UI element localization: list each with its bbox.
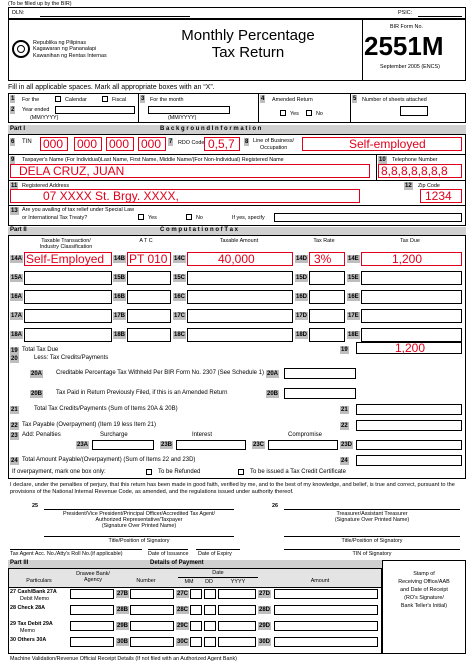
part1-label: Part I <box>10 126 26 132</box>
sig-25-num: 25 <box>32 503 38 509</box>
item-20a-box-num: 20A <box>267 371 279 377</box>
item-24-box-num: 24 <box>341 458 348 464</box>
tin-part-4-value: 000 <box>141 137 162 151</box>
line-business-field[interactable] <box>302 137 462 151</box>
address-label: Registered Address <box>22 183 70 189</box>
right-sig-line2: (Signature Over Printed Name) <box>334 517 410 523</box>
tin-part-2[interactable] <box>74 137 102 151</box>
item-2-num: 2 <box>11 107 15 113</box>
payment-particular-sub: Debit Memo <box>20 596 50 602</box>
amended-no-checkbox[interactable] <box>306 110 312 116</box>
payment-amount-field[interactable] <box>274 605 378 615</box>
payment-dd-field[interactable] <box>204 637 216 647</box>
relief-yes-checkbox[interactable] <box>138 214 144 220</box>
item-23c-num: 23C <box>253 442 265 448</box>
fiscal-label: Fiscal <box>112 97 127 103</box>
taxpayer-name-field[interactable] <box>10 164 370 178</box>
relief-specify-label: If yes, specify <box>232 215 265 221</box>
address-field[interactable] <box>10 189 360 203</box>
relief-question-2: or International Tax Treaty? <box>22 215 88 221</box>
col-taxable-tx-2: Industry Classification <box>39 244 93 250</box>
psic-field[interactable] <box>418 9 462 17</box>
telephone-label: Telephone Number <box>392 157 438 163</box>
payment-date-code: 29C <box>177 623 189 629</box>
refund-checkbox[interactable] <box>146 469 152 475</box>
item-19-num: 19 <box>11 348 18 354</box>
atc-code: 15B <box>114 275 126 281</box>
amended-no-label: No <box>316 111 323 117</box>
dln-label: DLN: <box>12 10 25 16</box>
due-code: 14E <box>348 256 359 262</box>
payment-amount-field[interactable] <box>274 589 378 599</box>
tax-rate-field[interactable] <box>309 252 345 266</box>
date-issuance-caption: Date of Issuance <box>148 551 189 557</box>
payment-number-code: 29B <box>117 623 129 629</box>
form-number: 2551M <box>364 31 444 61</box>
item-20a-field[interactable] <box>284 368 356 379</box>
item-22-num: 22 <box>11 423 18 429</box>
item-23-label: Add: Penalties <box>22 432 61 438</box>
rate-code: 16D <box>296 294 308 300</box>
line-business-value: Self-employed <box>349 137 426 151</box>
item-21-field[interactable] <box>356 404 462 415</box>
rdo-label: RDO Code <box>178 140 205 146</box>
payment-particular-sub: Memo <box>20 628 35 634</box>
tin-part-1[interactable] <box>40 137 68 151</box>
calendar-label: Calendar <box>65 97 87 103</box>
declaration-text: I declare, under the penalties of perjury, that this return has been made in good faith, verified by me, and to the best of my knowledge, and belief, is true and correct, pursuant to the provisions of the National Internal Revenue Code, as amended, and the regulations issued under authority thereof. <box>10 482 455 495</box>
tin-part-4[interactable] <box>138 137 166 151</box>
item-20b-label: Tax Paid in Return Previously Filed, if this is an Amended Return <box>56 390 228 396</box>
tax-due-value: 1,200 <box>392 252 423 266</box>
transaction-value: Self-Employed <box>26 252 105 266</box>
tax-row-code: 16A <box>11 294 23 300</box>
taxable-amount-field[interactable] <box>187 252 293 266</box>
payment-number-field[interactable] <box>130 637 174 647</box>
surcharge-field[interactable] <box>92 440 154 450</box>
for-the-month-format: (MM/YYYY) <box>168 115 197 121</box>
payment-dd-field[interactable] <box>204 605 216 615</box>
for-the-month-label: For the month <box>150 97 184 103</box>
footer-text: Machine Validation/Revenue Official Receipt Details (If not filed with an Authorized Agent Bank) <box>10 656 237 662</box>
payment-number-code: 28B <box>117 607 129 613</box>
col-taxable-tx-1: Taxable Transaction/ <box>41 238 91 244</box>
part1-title: B a c k g r o u n d I n f o r m a t i o n <box>160 126 262 132</box>
agency-line2: Kagawaran ng Pananalapi <box>33 46 97 53</box>
tax-rate-field[interactable] <box>309 271 345 285</box>
tax-due-field[interactable] <box>361 309 462 323</box>
payment-yyyy-field[interactable] <box>218 637 256 647</box>
amount-code: 14C <box>174 256 186 262</box>
tax-row-code: 17A <box>11 313 23 319</box>
item-23a-num: 23A <box>77 442 89 448</box>
item-9-num: 9 <box>11 157 15 163</box>
tin-signatory-caption: TIN of Signatory <box>352 551 392 557</box>
col-tax-rate: Tax Rate <box>313 238 335 244</box>
col-yyyy: YYYY <box>230 579 246 585</box>
zip-label: Zip Code <box>418 183 440 189</box>
payment-number-field[interactable] <box>130 605 174 615</box>
tin-part-2-value: 000 <box>77 137 98 151</box>
transaction-field[interactable] <box>24 290 112 304</box>
drawee-bank-field[interactable] <box>70 605 114 615</box>
amount-code: 17C <box>174 313 186 319</box>
date-expiry-caption: Date of Expiry <box>198 551 232 557</box>
part3-label: Part III <box>10 560 29 566</box>
rdo-field[interactable] <box>204 137 240 151</box>
rate-code: 17D <box>296 313 308 319</box>
item-22-field[interactable] <box>356 420 462 431</box>
part2-label: Part II <box>10 227 27 233</box>
item-20-label: Less: Tax Credits/Payments <box>34 355 109 361</box>
item-20b-num: 20B <box>31 391 43 397</box>
payment-date-code: 30C <box>177 639 189 645</box>
item-22-box-num: 22 <box>341 423 348 429</box>
tax-due-field[interactable] <box>361 252 462 266</box>
atc-field[interactable] <box>127 252 171 266</box>
payment-number-field[interactable] <box>130 589 174 599</box>
item-24-label: Total Amount Payable/(Overpayment) (Sum of Items 22 and 23D) <box>22 457 196 463</box>
item-22-label: Tax Payable (Overpayment) (Item 19 less Item 21) <box>22 422 157 428</box>
rate-code: 18D <box>296 332 308 338</box>
payment-date-code: 27C <box>177 591 189 597</box>
item-21-num: 21 <box>11 407 18 413</box>
item-20b-box-num: 20B <box>267 391 279 397</box>
item-11-num: 11 <box>11 183 18 189</box>
item-13-num: 13 <box>11 208 18 214</box>
col-tax-due: Tax Due <box>400 238 420 244</box>
stamp-line5: Bank Teller's Initial) <box>400 603 448 609</box>
payment-dd-field[interactable] <box>204 621 216 631</box>
tax-row-code: 14A <box>11 256 23 262</box>
part2-title: C o m p u t a t i o n o f T a x <box>160 227 238 233</box>
payment-yyyy-field[interactable] <box>218 589 256 599</box>
line-business-label-2: Occupation <box>260 145 288 151</box>
payment-particular: 27 Cash/Bank 27A <box>10 589 57 595</box>
payment-amount-field[interactable] <box>274 637 378 647</box>
tin-label: TIN <box>22 139 32 145</box>
item-1-num: 1 <box>11 96 15 102</box>
title-line1: Monthly Percentage <box>181 27 315 44</box>
right-signature-caption <box>284 511 460 523</box>
right-title-caption: Title/Position of Signatory <box>341 538 403 544</box>
sheets-label: Number of sheets attached <box>362 97 427 103</box>
stamp-line1: Stamp of <box>413 571 435 577</box>
atc-field[interactable] <box>127 328 171 342</box>
tcc-checkbox[interactable] <box>238 469 244 475</box>
due-code: 15E <box>348 275 359 281</box>
dln-field[interactable] <box>40 9 190 17</box>
tin-part-1-value: 000 <box>43 137 64 151</box>
item-23d-field[interactable] <box>356 440 462 450</box>
amended-label: Amended Return <box>272 97 313 103</box>
bir-seal-icon <box>12 40 30 58</box>
col-drawee-1: Drawee Bank/ <box>76 571 110 577</box>
surcharge-label: Surcharge <box>100 432 128 438</box>
tcc-label: To be issued a Tax Credit Certificate <box>250 469 346 475</box>
payment-particular: 28 Check 28A <box>10 605 46 611</box>
taxable-amount-field[interactable] <box>187 271 293 285</box>
fiscal-checkbox[interactable] <box>102 96 108 102</box>
for-the-label: For the <box>22 97 40 103</box>
line-business-label-1: Line of Business/ <box>253 138 295 144</box>
item-5-num: 5 <box>353 96 357 102</box>
form-version: September 2005 (ENCS) <box>380 64 440 70</box>
item-20a-label: Creditable Percentage Tax Withheld Per BIR Form No. 2307 (See Schedule 1) <box>56 370 264 376</box>
item-20-num: 20 <box>11 356 18 362</box>
payment-amount-code: 29D <box>259 623 271 629</box>
item-3-num: 3 <box>141 96 145 102</box>
item-4-num: 4 <box>261 96 265 102</box>
item-19-label: Total Tax Due <box>22 347 59 353</box>
tax-row-code: 18A <box>11 332 23 338</box>
item-23d-num: 23D <box>341 442 353 448</box>
payment-number-code: 27B <box>117 591 129 597</box>
payment-date-code: 28C <box>177 607 189 613</box>
year-ended-label: Year ended <box>22 107 50 113</box>
col-amount: Amount <box>310 578 330 584</box>
atc-code: 14B <box>114 256 126 262</box>
payment-number-code: 30B <box>117 639 129 645</box>
transaction-field[interactable] <box>24 328 112 342</box>
amended-yes-checkbox[interactable] <box>280 110 286 116</box>
amended-yes-label: Yes <box>290 111 299 117</box>
item-24-field[interactable] <box>356 455 462 466</box>
tax-due-field[interactable] <box>361 328 462 342</box>
payment-number-field[interactable] <box>130 621 174 631</box>
col-date: Date <box>212 570 224 576</box>
col-mm: MM <box>184 579 194 585</box>
item-7-num: 7 <box>169 139 173 145</box>
due-code: 18E <box>348 332 359 338</box>
relief-question-1: Are you availing of tax relief under Special Law <box>22 207 135 213</box>
drawee-bank-field[interactable] <box>70 637 114 647</box>
zip-field[interactable] <box>420 189 462 203</box>
telephone-field[interactable] <box>378 164 462 178</box>
interest-field[interactable] <box>176 440 246 450</box>
payment-mm-field[interactable] <box>190 589 202 599</box>
due-code: 17E <box>348 313 359 319</box>
col-particulars: Particulars <box>26 578 52 584</box>
col-atc: A T C <box>139 238 153 244</box>
item-10-num: 10 <box>379 157 386 163</box>
agency-line3: Kawanihan ng Rentas Internas <box>33 52 107 59</box>
atc-field[interactable] <box>127 290 171 304</box>
tax-rate-field[interactable] <box>309 290 345 304</box>
item-24-num: 24 <box>11 458 18 464</box>
payment-mm-field[interactable] <box>190 605 202 615</box>
payment-yyyy-field[interactable] <box>218 621 256 631</box>
item-21-box-num: 21 <box>341 407 348 413</box>
atc-code: 16B <box>114 294 126 300</box>
atc-code: 18B <box>114 332 126 338</box>
stamp-line3: and Date of Receipt <box>400 587 448 593</box>
stamp-line2: Receiving Office/AAB <box>398 579 450 585</box>
item-6-num: 6 <box>11 139 15 145</box>
taxpayer-name-value: DELA CRUZ, JUAN <box>19 164 125 178</box>
relief-no-checkbox[interactable] <box>186 214 192 220</box>
col-drawee-2: Agency <box>84 577 102 583</box>
left-sig-line2: Authorized Representative/Taxpayer <box>95 517 183 523</box>
drawee-bank-field[interactable] <box>70 589 114 599</box>
item-21-label: Total Tax Credits/Payments (Sum of Items 20A & 20B) <box>34 406 178 412</box>
left-signature-caption <box>44 511 234 529</box>
relief-specify-field[interactable] <box>274 213 462 222</box>
amount-code: 18C <box>174 332 186 338</box>
payment-dd-field[interactable] <box>204 589 216 599</box>
tin-part-3-value: 000 <box>109 137 130 151</box>
interest-label: Interest <box>192 432 213 438</box>
compromise-field[interactable] <box>268 440 338 450</box>
col-drawee <box>68 571 118 583</box>
calendar-checkbox[interactable] <box>55 96 61 102</box>
left-sig-line3: (Signature Over Printed Name) <box>101 523 177 529</box>
overpayment-label: If overpayment, mark one box only: <box>12 469 106 475</box>
col-taxable-amount: Taxable Amount <box>219 238 259 244</box>
year-ended-format: (MM/YYYY) <box>30 115 59 121</box>
rdo-value: 0,5,7 <box>208 137 235 151</box>
rate-code: 15D <box>296 275 308 281</box>
compromise-label: Compromise <box>288 432 323 438</box>
taxable-amount-field[interactable] <box>187 328 293 342</box>
agency-block <box>33 40 107 59</box>
left-title-caption: Title/Position of Signatory <box>108 538 170 544</box>
amount-code: 15C <box>174 275 186 281</box>
item-12-num: 12 <box>405 183 412 189</box>
transaction-field[interactable] <box>24 252 112 266</box>
taxable-amount-value: 40,000 <box>218 252 255 266</box>
tax-due-field[interactable] <box>361 271 462 285</box>
item-23-num: 23 <box>11 433 18 439</box>
psic-label: PSIC: <box>398 10 413 16</box>
payment-yyyy-field[interactable] <box>218 605 256 615</box>
sig-26-num: 26 <box>272 503 278 509</box>
relief-no-label: No <box>196 215 203 221</box>
tax-row-code: 15A <box>11 275 23 281</box>
atc-field[interactable] <box>127 271 171 285</box>
sheets-field[interactable] <box>400 106 428 116</box>
taxable-amount-field[interactable] <box>187 309 293 323</box>
atc-code: 17B <box>114 313 126 319</box>
tax-due-field[interactable] <box>361 290 462 304</box>
right-sig-line1: Treasurer/Assistant Treasurer <box>336 511 408 517</box>
agency-line1: Republika ng Pilipinas <box>33 40 87 46</box>
agent-acc-caption: Tax Agent Acc. No./Atty's Roll No.(if applicable) <box>10 551 123 557</box>
tax-rate-value: 3% <box>314 252 332 266</box>
item-20b-field[interactable] <box>284 388 356 399</box>
payment-mm-field[interactable] <box>190 637 202 647</box>
payment-amount-code: 28D <box>259 607 271 613</box>
payment-mm-field[interactable] <box>190 621 202 631</box>
taxable-amount-field[interactable] <box>187 290 293 304</box>
payment-particular: 29 Tax Debit 29A <box>10 621 53 627</box>
title-line2: Tax Return <box>211 44 285 61</box>
drawee-bank-field[interactable] <box>70 621 114 631</box>
instructions: Fill in all applicable spaces. Mark all appropriate boxes with an “X”. <box>8 84 215 91</box>
item-19-box-num: 19 <box>341 347 348 353</box>
relief-yes-label: Yes <box>148 215 157 221</box>
form-no-label: BIR Form No. <box>390 24 423 30</box>
atc-field[interactable] <box>127 309 171 323</box>
address-value: 07 XXXX St. Brgy. XXXX, <box>43 189 179 203</box>
total-tax-due-value: 1,200 <box>395 341 426 355</box>
transaction-field[interactable] <box>24 271 112 285</box>
rate-code: 14D <box>296 256 308 262</box>
bir-note: (To be filled up by the BIR) <box>8 1 72 7</box>
payment-amount-field[interactable] <box>274 621 378 631</box>
amount-code: 16C <box>174 294 186 300</box>
tax-rate-field[interactable] <box>309 309 345 323</box>
payment-amount-code: 27D <box>259 591 271 597</box>
for-the-month-field[interactable] <box>148 106 230 114</box>
part3-title: Details of Payment <box>150 560 204 566</box>
form-title <box>150 27 346 61</box>
due-code: 16E <box>348 294 359 300</box>
tax-rate-field[interactable] <box>309 328 345 342</box>
tin-part-3[interactable] <box>106 137 134 151</box>
zip-value: 1234 <box>425 189 452 203</box>
stamp-line4: (RO's Signature/ <box>404 595 444 601</box>
refund-label: To be Refunded <box>158 469 201 475</box>
payment-amount-code: 30D <box>259 639 271 645</box>
item-23b-num: 23B <box>161 442 173 448</box>
item-20a-num: 20A <box>31 371 43 377</box>
payment-particular: 30 Others 30A <box>10 637 47 643</box>
telephone-value: 8,8,8,8,8,8,8 <box>381 164 448 178</box>
left-sig-line1: President/Vice President/Principal Officer/Accredited Tax Agent/ <box>63 511 215 517</box>
col-taxable-tx <box>20 238 112 250</box>
taxpayer-label: Taxpayer's Name (For Individual)Last Name, First Name, Middle Name/(For Non-Individual) Registered Name <box>22 157 284 163</box>
atc-value: PT 010 <box>129 252 168 266</box>
transaction-field[interactable] <box>24 309 112 323</box>
item-8-num: 8 <box>245 139 249 145</box>
total-tax-due-field[interactable] <box>356 342 462 354</box>
col-number: Number <box>136 578 156 584</box>
col-dd: DD <box>205 579 213 585</box>
year-ended-field[interactable] <box>55 106 135 114</box>
stamp-caption <box>382 570 466 610</box>
